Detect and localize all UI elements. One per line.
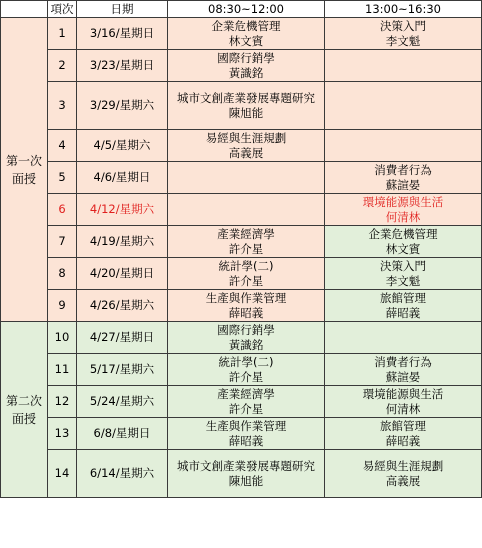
afternoon-course-cell <box>325 322 482 354</box>
course-name: 統計學(二) <box>218 258 274 273</box>
session-label-line: 第一次 <box>5 153 42 168</box>
course-name: 旅館管理 <box>380 290 426 305</box>
date-cell: 6/8/星期日 <box>77 418 168 450</box>
header-afternoon: 13:00~16:30 <box>325 1 482 18</box>
course-name: 旅館管理 <box>380 418 426 433</box>
morning-course-cell <box>168 194 325 226</box>
teacher-name: 許介星 <box>228 241 264 256</box>
item-no-cell: 10 <box>48 322 77 354</box>
header-morning: 08:30~12:00 <box>168 1 325 18</box>
date-cell: 6/14/星期六 <box>77 450 168 498</box>
course-name: 國際行銷學 <box>217 50 275 65</box>
header-item-no: 項次 <box>48 1 77 18</box>
teacher-name: 許介星 <box>228 273 264 288</box>
teacher-name: 何清林 <box>385 209 421 224</box>
item-no-cell: 7 <box>48 226 77 258</box>
table-row <box>1 82 482 130</box>
afternoon-course-cell <box>325 418 482 450</box>
afternoon-course-cell <box>325 226 482 258</box>
date-cell: 5/17/星期六 <box>77 354 168 386</box>
table-row <box>1 226 482 258</box>
teacher-name: 高義展 <box>385 473 421 488</box>
teacher-name: 何清林 <box>385 401 421 416</box>
course-name: 易經與生涯規劃 <box>362 458 444 473</box>
date-cell: 4/20/星期日 <box>77 258 168 290</box>
afternoon-course-cell <box>325 82 482 130</box>
teacher-name: 蘇諠晏 <box>385 177 421 192</box>
table-row <box>1 194 482 226</box>
afternoon-course-cell <box>325 162 482 194</box>
date-cell: 4/12/星期六 <box>77 194 168 226</box>
morning-course-cell <box>168 18 325 50</box>
course-name: 生產與作業管理 <box>205 290 287 305</box>
item-no-cell: 1 <box>48 18 77 50</box>
morning-course-cell <box>168 354 325 386</box>
item-no-cell: 11 <box>48 354 77 386</box>
course-name: 企業危機管理 <box>211 18 281 33</box>
date-cell: 4/6/星期日 <box>77 162 168 194</box>
afternoon-course-cell <box>325 258 482 290</box>
header-date: 日期 <box>77 1 168 18</box>
teacher-name: 薛昭義 <box>228 433 264 448</box>
date-cell: 5/24/星期六 <box>77 386 168 418</box>
course-name: 產業經濟學 <box>217 226 275 241</box>
table-row <box>1 50 482 82</box>
morning-course-cell <box>168 386 325 418</box>
date-cell: 4/27/星期日 <box>77 322 168 354</box>
table-row <box>1 258 482 290</box>
course-name: 統計學(二) <box>218 354 274 369</box>
morning-course-cell <box>168 290 325 322</box>
teacher-name: 林文賓 <box>385 241 421 256</box>
afternoon-course-cell <box>325 354 482 386</box>
teacher-name: 陳旭能 <box>228 105 264 120</box>
teacher-name: 陳旭能 <box>228 473 264 488</box>
item-no-cell: 14 <box>48 450 77 498</box>
date-cell: 3/16/星期日 <box>77 18 168 50</box>
table-row <box>1 418 482 450</box>
morning-course-cell <box>168 418 325 450</box>
item-no-cell: 5 <box>48 162 77 194</box>
course-name: 企業危機管理 <box>368 226 438 241</box>
item-no-cell: 9 <box>48 290 77 322</box>
morning-course-cell <box>168 258 325 290</box>
teacher-name: 蘇諠晏 <box>385 369 421 384</box>
table-row <box>1 290 482 322</box>
table-row <box>1 450 482 498</box>
course-name: 消費者行為 <box>374 162 432 177</box>
morning-course-cell <box>168 226 325 258</box>
table-row <box>1 386 482 418</box>
morning-course-cell <box>168 50 325 82</box>
afternoon-course-cell <box>325 50 482 82</box>
item-no-cell: 4 <box>48 130 77 162</box>
table-row <box>1 18 482 50</box>
teacher-name: 李文魁 <box>385 273 421 288</box>
morning-course-cell <box>168 130 325 162</box>
teacher-name: 薛昭義 <box>385 305 421 320</box>
table-row <box>1 322 482 354</box>
date-cell: 4/26/星期六 <box>77 290 168 322</box>
teacher-name: 薛昭義 <box>228 305 264 320</box>
afternoon-course-cell <box>325 18 482 50</box>
teacher-name: 許介星 <box>228 369 264 384</box>
course-name: 決策入門 <box>380 18 426 33</box>
course-name: 國際行銷學 <box>217 322 275 337</box>
afternoon-course-cell <box>325 386 482 418</box>
morning-course-cell <box>168 162 325 194</box>
table-row <box>1 162 482 194</box>
session-label-line: 面授 <box>11 171 36 186</box>
item-no-cell: 8 <box>48 258 77 290</box>
morning-course-cell <box>168 82 325 130</box>
item-no-cell: 13 <box>48 418 77 450</box>
course-name: 城市文創產業發展專題研究 <box>177 458 315 473</box>
teacher-name: 高義展 <box>228 145 264 160</box>
course-name: 易經與生涯規劃 <box>205 130 287 145</box>
afternoon-course-cell <box>325 130 482 162</box>
teacher-name: 薛昭義 <box>385 433 421 448</box>
teacher-name: 許介星 <box>228 401 264 416</box>
course-name: 生產與作業管理 <box>205 418 287 433</box>
header-session <box>1 1 48 18</box>
date-cell: 3/29/星期六 <box>77 82 168 130</box>
afternoon-course-cell <box>325 194 482 226</box>
teacher-name: 林文賓 <box>228 33 264 48</box>
session-2-label <box>1 322 48 498</box>
teacher-name: 李文魁 <box>385 33 421 48</box>
session-1-label <box>1 18 48 322</box>
date-cell: 4/5/星期六 <box>77 130 168 162</box>
course-name: 環境能源與生活 <box>362 386 444 401</box>
course-name: 產業經濟學 <box>217 386 275 401</box>
table-row <box>1 354 482 386</box>
item-no-cell: 2 <box>48 50 77 82</box>
session-label-line: 面授 <box>11 411 36 426</box>
afternoon-course-cell <box>325 450 482 498</box>
teacher-name: 黃識銘 <box>228 65 264 80</box>
item-no-cell: 3 <box>48 82 77 130</box>
item-no-cell: 12 <box>48 386 77 418</box>
course-name: 環境能源與生活 <box>362 194 444 209</box>
date-cell: 4/19/星期六 <box>77 226 168 258</box>
header-row <box>1 1 482 18</box>
course-name: 決策入門 <box>380 258 426 273</box>
session-label-line: 第二次 <box>5 393 42 408</box>
afternoon-course-cell <box>325 290 482 322</box>
teacher-name: 黃識銘 <box>228 337 264 352</box>
item-no-cell: 6 <box>48 194 77 226</box>
table-row <box>1 130 482 162</box>
morning-course-cell <box>168 322 325 354</box>
date-cell: 3/23/星期日 <box>77 50 168 82</box>
course-name: 城市文創產業發展專題研究 <box>177 90 315 105</box>
morning-course-cell <box>168 450 325 498</box>
course-name: 消費者行為 <box>374 354 432 369</box>
